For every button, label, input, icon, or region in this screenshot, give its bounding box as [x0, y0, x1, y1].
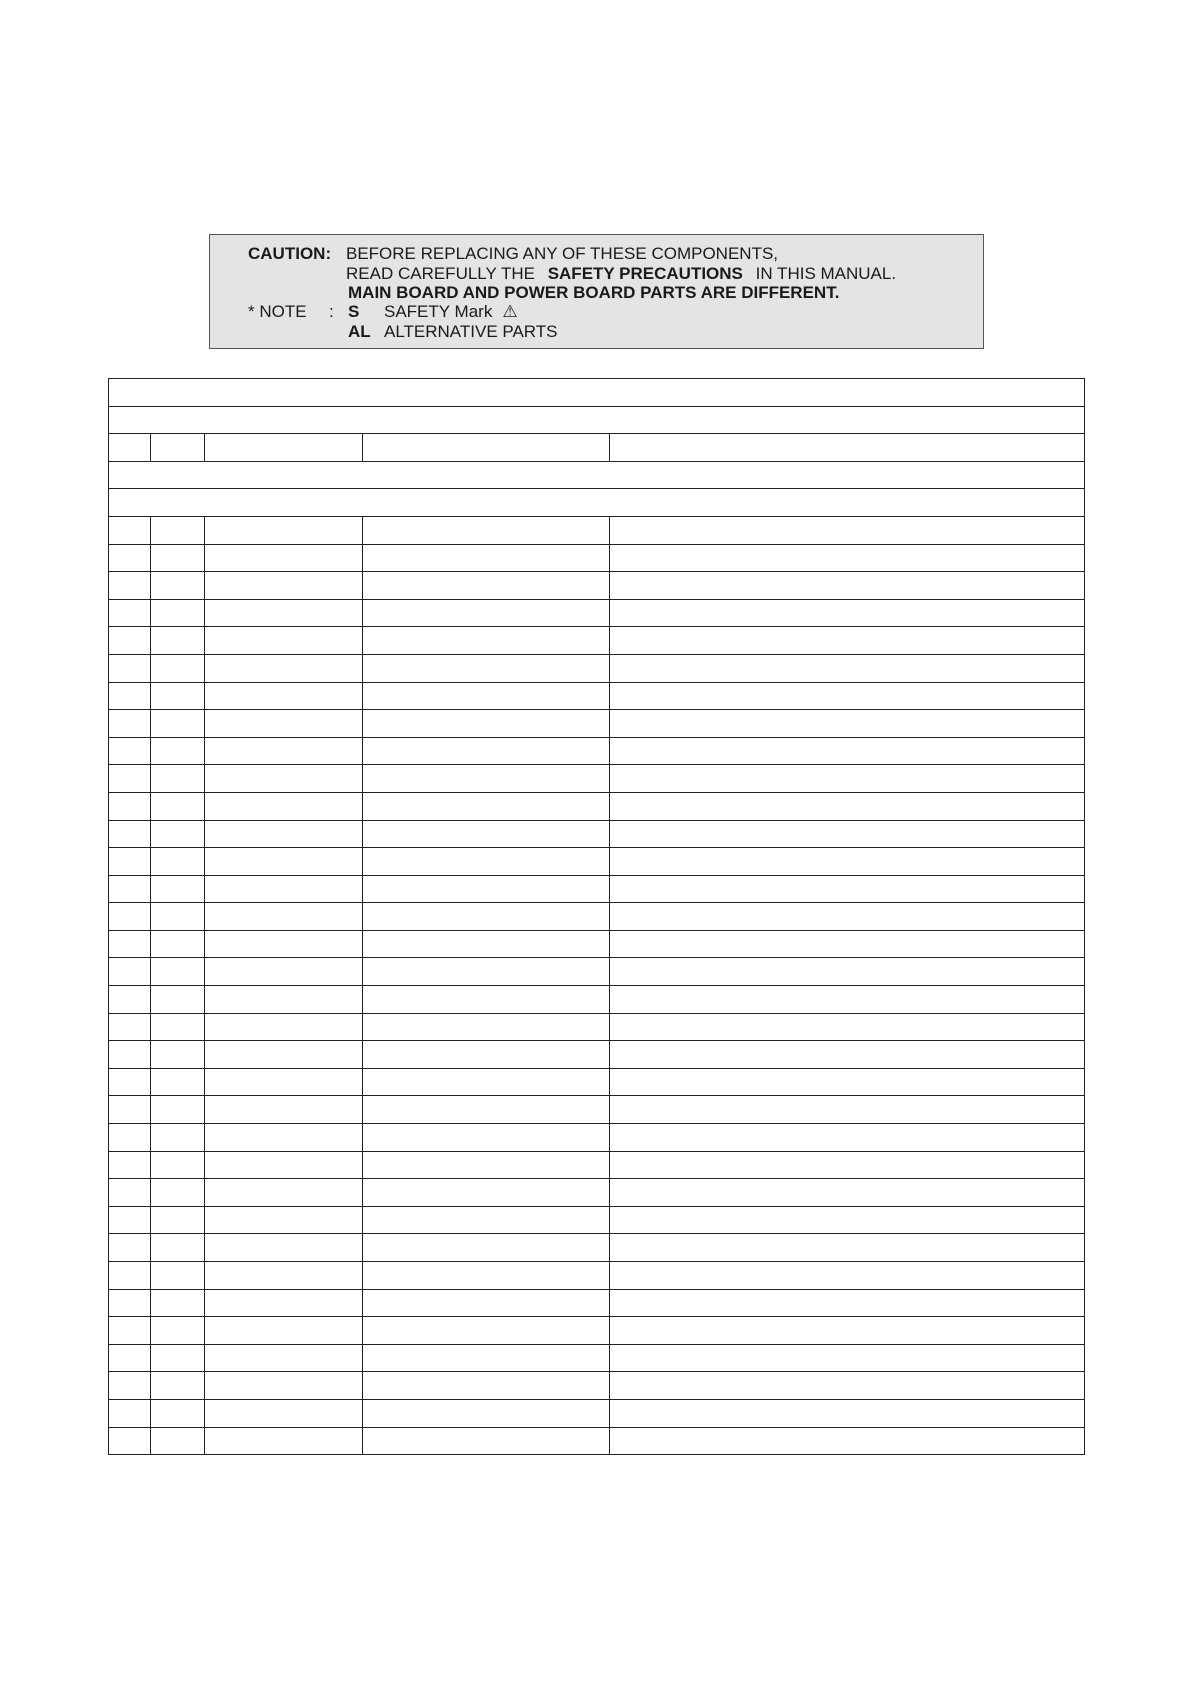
table-cell: [205, 572, 363, 600]
table-cell: [363, 710, 610, 738]
table-cell: [205, 875, 363, 903]
table-cell: [610, 1124, 1085, 1152]
table-cell: [151, 654, 205, 682]
table-cell: [363, 986, 610, 1014]
table-cell: [205, 1068, 363, 1096]
table-cell: [363, 1068, 610, 1096]
table-title-row: [109, 379, 1085, 407]
table-cell: [109, 1151, 151, 1179]
caution-line-1: BEFORE REPLACING ANY OF THESE COMPONENTS,: [346, 244, 779, 263]
table-cell: [363, 627, 610, 655]
table-cell: [363, 572, 610, 600]
table-cell: [205, 1427, 363, 1455]
table-cell: [109, 1289, 151, 1317]
table-cell: [610, 765, 1085, 793]
table-row: [109, 737, 1085, 765]
table-cell: [205, 654, 363, 682]
section-row: [109, 489, 1085, 517]
table-cell: [363, 654, 610, 682]
table-header-row: [109, 434, 1085, 462]
table-cell: [610, 1262, 1085, 1290]
table-cell: [109, 516, 151, 544]
table-cell: [109, 903, 151, 931]
table-cell: [109, 1372, 151, 1400]
table-cell: [109, 1344, 151, 1372]
table-cell: [610, 875, 1085, 903]
table-row: [109, 710, 1085, 738]
table-cell: [363, 1041, 610, 1069]
table-cell: [610, 848, 1085, 876]
table-cell: [610, 930, 1085, 958]
table-row: [109, 1151, 1085, 1179]
table-cell: [151, 903, 205, 931]
table-cell: [151, 1262, 205, 1290]
table-cell: [151, 1068, 205, 1096]
table-cell: [109, 654, 151, 682]
table-row: [109, 1317, 1085, 1345]
table-row: [109, 1262, 1085, 1290]
table-cell: [109, 958, 151, 986]
table-cell: [205, 792, 363, 820]
table-cell: [363, 765, 610, 793]
table-cell: [610, 516, 1085, 544]
table-cell: [363, 1399, 610, 1427]
table-cell: [610, 958, 1085, 986]
table-cell: [363, 1013, 610, 1041]
table-row: [109, 986, 1085, 1014]
table-cell: [363, 1151, 610, 1179]
table-cell: [610, 1096, 1085, 1124]
table-cell: [205, 627, 363, 655]
table-row: [109, 627, 1085, 655]
table-cell: [205, 516, 363, 544]
table-cell: [363, 1234, 610, 1262]
alternative-parts-desc: ALTERNATIVE PARTS: [384, 322, 558, 341]
table-cell: [109, 848, 151, 876]
table-row: [109, 1427, 1085, 1455]
table-cell: [610, 599, 1085, 627]
table-cell: [151, 572, 205, 600]
table-cell: [610, 1151, 1085, 1179]
table-cell: [363, 820, 610, 848]
table-row: [109, 572, 1085, 600]
table-cell: [109, 737, 151, 765]
table-cell: [610, 1317, 1085, 1345]
table-cell: [610, 737, 1085, 765]
table-cell: [610, 1206, 1085, 1234]
table-cell: [363, 875, 610, 903]
table-row: [109, 1399, 1085, 1427]
table-cell: [610, 1068, 1085, 1096]
table-row: [109, 875, 1085, 903]
table-cell: [109, 1013, 151, 1041]
table-cell: [363, 792, 610, 820]
table-cell: [205, 710, 363, 738]
table-cell: [109, 1124, 151, 1152]
table-row: [109, 765, 1085, 793]
table-cell: [363, 1179, 610, 1207]
table-row: [109, 820, 1085, 848]
table-cell: [610, 1041, 1085, 1069]
warning-triangle-icon: ⚠: [502, 302, 518, 321]
safety-code: S: [348, 302, 360, 321]
table-cell: [151, 1399, 205, 1427]
table-cell: [151, 848, 205, 876]
table-cell: [109, 572, 151, 600]
table-cell: [151, 1317, 205, 1345]
table-cell: [205, 986, 363, 1014]
caution-notice: [209, 234, 984, 349]
safety-mark-desc: SAFETY Mark ⚠: [384, 302, 518, 321]
table-cell: [610, 1399, 1085, 1427]
table-cell: [205, 958, 363, 986]
table-cell: [610, 654, 1085, 682]
table-cell: [151, 986, 205, 1014]
table-cell: [109, 544, 151, 572]
table-cell: [151, 1206, 205, 1234]
table-row: [109, 1096, 1085, 1124]
alternative-code: AL: [348, 322, 371, 341]
table-cell: [205, 737, 363, 765]
table-cell: [205, 1096, 363, 1124]
table-cell: [363, 1262, 610, 1290]
table-cell: [109, 930, 151, 958]
safety-precautions-text: SAFETY PRECAUTIONS: [547, 264, 743, 283]
table-cell: [363, 516, 610, 544]
table-cell: [205, 1289, 363, 1317]
table-cell: [363, 1096, 610, 1124]
table-cell: [109, 1179, 151, 1207]
table-cell: [151, 1096, 205, 1124]
table-row: [109, 1372, 1085, 1400]
header-cell: [205, 434, 363, 462]
caution-line-2: READ CAREFULLY THE SAFETY PRECAUTIONS IN THIS MANUAL.: [346, 264, 897, 283]
table-cell: [151, 1179, 205, 1207]
table-cell: [363, 1344, 610, 1372]
table-cell: [109, 875, 151, 903]
table-cell: [109, 1068, 151, 1096]
table-cell: [610, 710, 1085, 738]
table-cell: [363, 930, 610, 958]
table-cell: [109, 1234, 151, 1262]
table-cell: [109, 792, 151, 820]
table-cell: [363, 1372, 610, 1400]
table-cell: [610, 903, 1085, 931]
table-row: [109, 930, 1085, 958]
table-cell: [109, 599, 151, 627]
table-cell: [151, 820, 205, 848]
table-cell: [109, 1399, 151, 1427]
table-cell: [109, 820, 151, 848]
table-cell: [205, 1234, 363, 1262]
table-cell: [205, 1151, 363, 1179]
table-cell: [151, 544, 205, 572]
table-row: [109, 1289, 1085, 1317]
table-cell: [109, 986, 151, 1014]
table-cell: [151, 1234, 205, 1262]
table-cell: [109, 1041, 151, 1069]
table-cell: [363, 903, 610, 931]
table-cell: [151, 1372, 205, 1400]
table-cell: [363, 599, 610, 627]
table-cell: [151, 792, 205, 820]
header-cell: [151, 434, 205, 462]
caution-line-3: MAIN BOARD AND POWER BOARD PARTS ARE DIFFERENT.: [348, 283, 840, 302]
table-cell: [151, 958, 205, 986]
table-cell: [610, 986, 1085, 1014]
table-cell: [151, 599, 205, 627]
header-cell: [610, 434, 1085, 462]
table-cell: [205, 1317, 363, 1345]
table-cell: [363, 848, 610, 876]
table-cell: [151, 737, 205, 765]
table-cell: [610, 682, 1085, 710]
table-cell: [205, 820, 363, 848]
table-row: [109, 848, 1085, 876]
table-row: [109, 958, 1085, 986]
table-cell: [205, 765, 363, 793]
table-cell: [151, 1041, 205, 1069]
table-cell: [363, 1317, 610, 1345]
table-row: [109, 903, 1085, 931]
table-cell: [151, 682, 205, 710]
table-cell: [610, 572, 1085, 600]
table-subtitle-row: [109, 406, 1085, 434]
table-cell: [610, 1289, 1085, 1317]
table-cell: [151, 516, 205, 544]
table-cell: [151, 1344, 205, 1372]
table-cell: [109, 1206, 151, 1234]
table-cell: [610, 792, 1085, 820]
table-cell: [205, 848, 363, 876]
table-cell: [151, 930, 205, 958]
table-cell: [109, 765, 151, 793]
table-cell: [151, 1124, 205, 1152]
table-row: [109, 1234, 1085, 1262]
table-cell: [610, 627, 1085, 655]
table-cell: [610, 1013, 1085, 1041]
table-cell: [610, 1372, 1085, 1400]
header-cell: [363, 434, 610, 462]
table-cell: [151, 765, 205, 793]
table-row: [109, 1013, 1085, 1041]
table-cell: [363, 1289, 610, 1317]
table-row: [109, 654, 1085, 682]
table-cell: [205, 544, 363, 572]
table-row: [109, 682, 1085, 710]
note-colon: :: [329, 302, 334, 321]
parts-list-table: [108, 378, 1085, 1455]
table-row: [109, 1206, 1085, 1234]
table-cell: [205, 903, 363, 931]
table-cell: [363, 737, 610, 765]
table-cell: [610, 1234, 1085, 1262]
table-cell: [363, 958, 610, 986]
table-cell: [205, 1206, 363, 1234]
table-cell: [363, 1206, 610, 1234]
table-cell: [109, 1427, 151, 1455]
table-cell: [205, 1372, 363, 1400]
header-cell: [109, 434, 151, 462]
table-cell: [205, 1179, 363, 1207]
table-cell: [151, 1013, 205, 1041]
table-row: [109, 516, 1085, 544]
table-cell: [109, 1262, 151, 1290]
table-cell: [610, 1179, 1085, 1207]
table-row: [109, 792, 1085, 820]
table-cell: [205, 1041, 363, 1069]
table-row: [109, 1068, 1085, 1096]
caution-label: CAUTION:: [248, 244, 332, 263]
table-cell: [109, 1317, 151, 1345]
table-cell: [205, 599, 363, 627]
table-cell: [205, 1344, 363, 1372]
table-row: [109, 1041, 1085, 1069]
table-cell: [109, 682, 151, 710]
table-cell: [151, 1427, 205, 1455]
table-cell: [610, 1427, 1085, 1455]
table-cell: [151, 875, 205, 903]
table-cell: [151, 710, 205, 738]
table-cell: [109, 627, 151, 655]
table-cell: [610, 544, 1085, 572]
table-row: [109, 1179, 1085, 1207]
table-row: [109, 1124, 1085, 1152]
note-label: * NOTE: [248, 302, 307, 321]
table-cell: [363, 682, 610, 710]
table-cell: [205, 1013, 363, 1041]
table-row: [109, 599, 1085, 627]
section-row: [109, 461, 1085, 489]
table-cell: [205, 930, 363, 958]
table-cell: [151, 627, 205, 655]
table-cell: [363, 1427, 610, 1455]
table-row: [109, 1344, 1085, 1372]
table-cell: [151, 1151, 205, 1179]
table-cell: [205, 1124, 363, 1152]
table-cell: [205, 1262, 363, 1290]
table-cell: [151, 1289, 205, 1317]
table-cell: [205, 682, 363, 710]
table-cell: [610, 1344, 1085, 1372]
table-cell: [610, 820, 1085, 848]
table-cell: [363, 544, 610, 572]
table-cell: [109, 710, 151, 738]
table-cell: [109, 1096, 151, 1124]
table-cell: [363, 1124, 610, 1152]
table-cell: [205, 1399, 363, 1427]
table-row: [109, 544, 1085, 572]
